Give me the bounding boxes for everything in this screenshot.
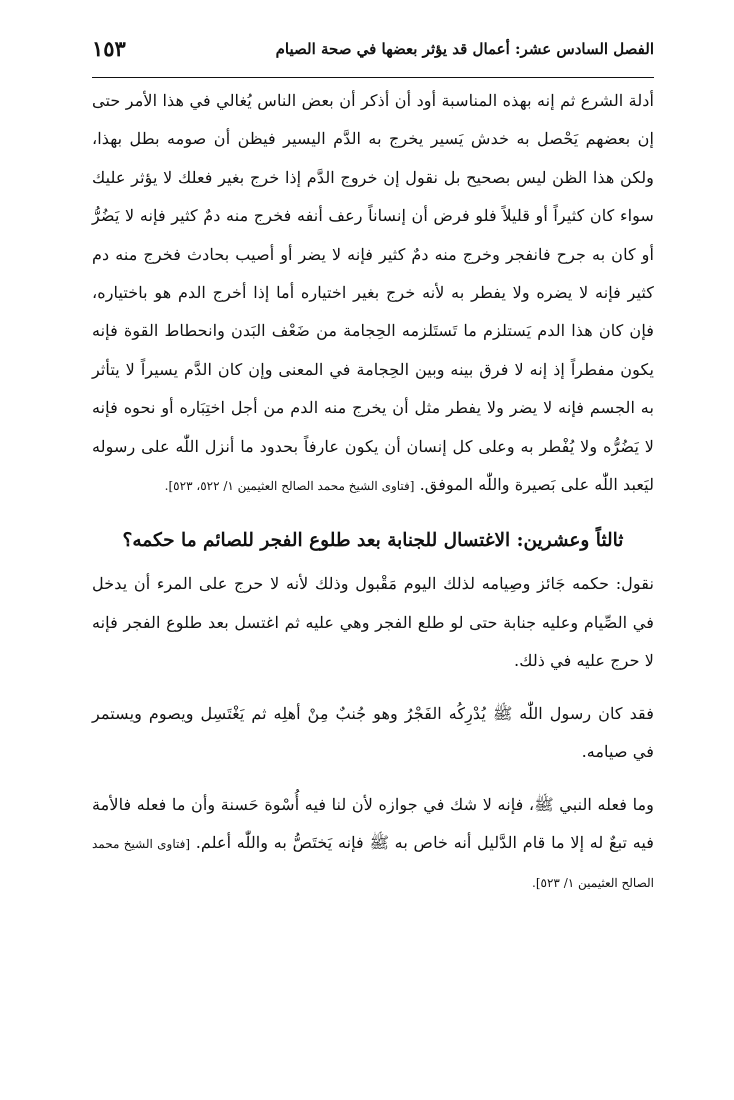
paragraph-text: نقول: حكمه جَائز وصِيامه لذلك اليوم مَقْبول وذلك لأنه لا حرج على المرء أن يدخل في الصِّيام وعليه جنابة حتى لو طلع الفجر وهي عليه ثم اغتسل بعد طلوع الفجر فإنه لا حرج عليه في ذلك. — [92, 574, 654, 671]
page-body — [92, 82, 654, 903]
citation: [فتاوى الشيخ محمد الصالح العثيمين ١/ ٥٢٣]. — [92, 836, 654, 891]
paragraph-text: أدلة الشرع ثم إنه بهذه المناسبة أود أن أذكر أن بعض الناس يُغالي في هذا الأمر حتى إن بعضهم يَحْصل به خدش يَسير يخرج به الدَّم اليسير فيظن أن صومه بطل بهذا، ولكن هذا الظن ليس بصحيح بل نقول إن خروج الدَّم إذا خرج بغير فعلك لا يؤثر عليك سواء كان كثيراً أو قليلاً فلو فرض أن إنساناً رعف أنفه فخرج منه دمٌ كثير فإنه لا يَضُرُّ أو كان به جرح فانفجر وخرج منه دمٌ كثير فإنه لا يضر أو أصيب بحادث فخرج منه دم كثير فإنه لا يضره ولا يفطر به لأنه خرج بغير اختياره أما إذا أخرج الدم هو باختياره، فإن كان هذا الدم يَستلزم ما تَستَلزمه الحِجامة من ضَعْف البَدن وانحطاط القوة فإنه يكون مفطراً إذ إنه لا فرق بينه وبين الحِجامة في المعنى وإن كان الدَّم يسيراً لا يتأثر به الجسم فإنه لا يضر ولا يفطر مثل أن يخرج منه الدم من أجل اختِبَاره أو نحوه فإنه لا يَضُرُّه ولا يُفْطر به وعلى كل إنسان أن يكون عارفاً بحدود ما أنزل اللّٰه على رسوله ليَعبد اللّٰه على بَصيرة واللّٰه الموفق. — [92, 91, 654, 495]
running-header — [92, 34, 654, 78]
paragraph — [92, 786, 654, 903]
chapter-title: الفصل السادس عشر: أعمال قد يؤثر بعضها في صحة الصيام — [275, 40, 654, 58]
paragraph-text: فقد كان رسول اللّٰه ﷺ يُدْرِكُه الفَجْرُ وهو جُنبٌ مِنْ أهلِه ثم يَغْتَسِل ويصوم ويستمر في صيامه. — [92, 703, 654, 762]
section-heading: ثالثاً وعشرين: الاغتسال للجنابة بعد طلوع الفجر للصائم ما حكمه؟ — [122, 530, 624, 552]
header-divider — [92, 77, 654, 78]
paragraph-text: وما فعله النبي ﷺ، فإنه لا شك في جوازه لأن لنا فيه أُسْوة حَسنة وأن ما فعله فالأمة فيه تبعٌ له إلا ما قام الدَّليل أنه خاص به ﷺ فإنه يَختَصُّ به واللّٰه أعلم. — [92, 794, 654, 852]
page-number: ١٥٣ — [92, 36, 126, 61]
citation: [فتاوى الشيخ محمد الصالح العثيمين ١/ ٥٢٢، ٥٢٣]. — [164, 479, 415, 494]
paragraph — [92, 565, 654, 680]
paragraph — [92, 82, 654, 505]
paragraph — [92, 695, 654, 772]
